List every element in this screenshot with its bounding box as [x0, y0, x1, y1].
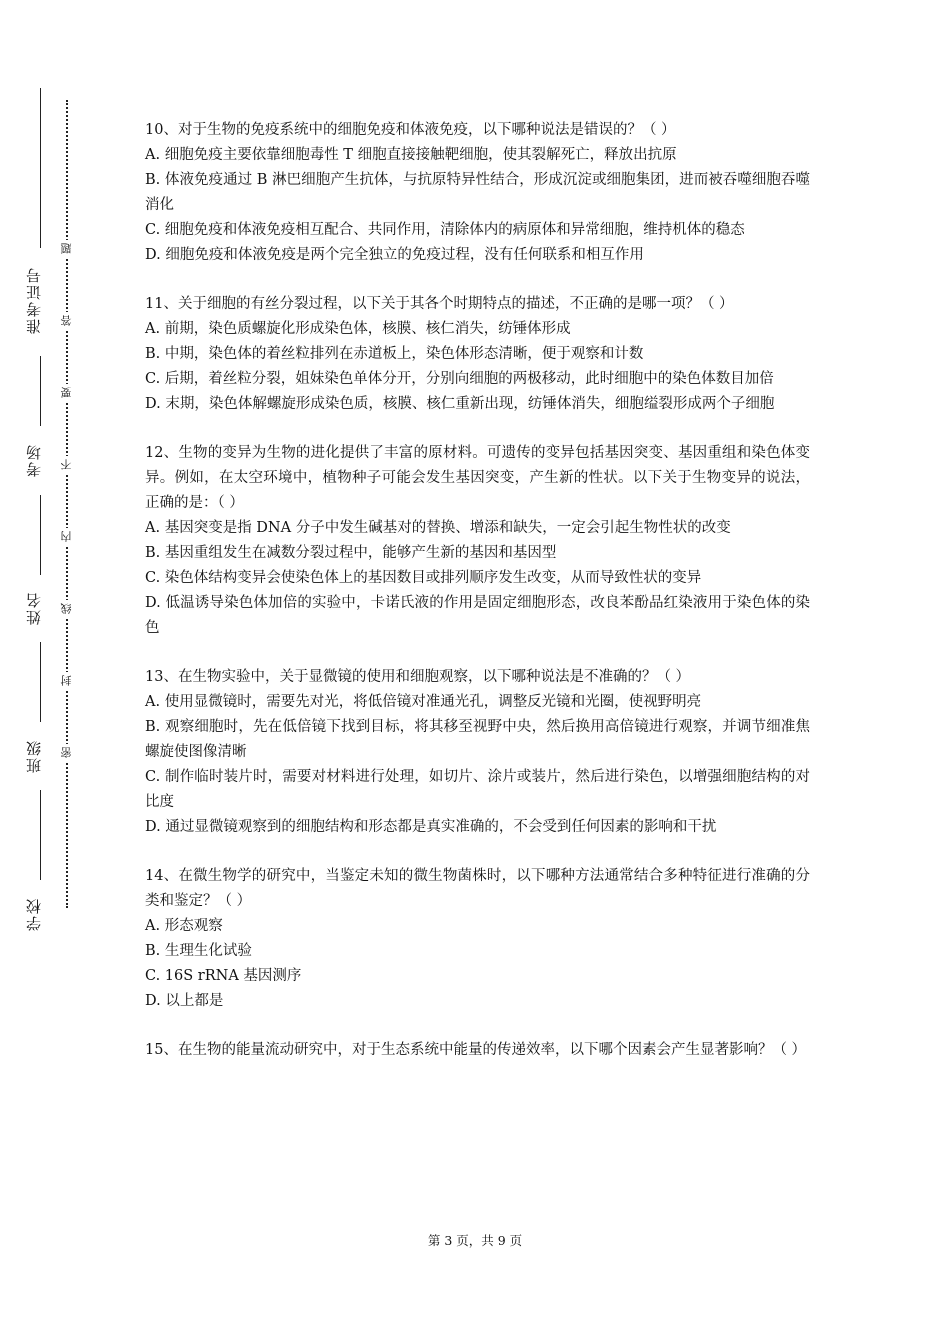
label-exam-room: 考场 [25, 443, 43, 477]
option-b: B. 基因重组发生在减数分裂过程中，能够产生新的基因和基因型 [145, 545, 557, 561]
question-15 [145, 1038, 810, 1063]
seal-char: 不 [58, 456, 74, 474]
seal-char: 线 [58, 600, 74, 618]
label-class: 班级 [25, 739, 43, 773]
option-b: B. 观察细胞时，先在低倍镜下找到目标，将其移至视野中央，然后换用高倍镜进行观察，并调节细准焦螺旋使图像清晰 [145, 719, 810, 760]
question-stem: 11、关于细胞的有丝分裂过程，以下关于其各个时期特点的描述，不正确的是哪一项？（ ） [145, 296, 734, 312]
option-a: A. 细胞免疫主要依靠细胞毒性 T 细胞直接接触靶细胞，使其裂解死亡，释放出抗原 [145, 147, 677, 163]
option-a: A. 前期，染色质螺旋化形成染色体，核膜、核仁消失，纺锤体形成 [145, 321, 571, 337]
option-d: D. 细胞免疫和体液免疫是两个完全独立的免疫过程，没有任何联系和相互作用 [145, 247, 644, 263]
option-b: B. 生理生化试验 [145, 943, 252, 959]
fill-line-exam-number [40, 88, 41, 248]
fill-line-school [40, 790, 41, 880]
fill-line-name [40, 495, 41, 575]
option-d: D. 以上都是 [145, 993, 224, 1009]
option-b: B. 体液免疫通过 B 淋巴细胞产生抗体，与抗原特异性结合，形成沉淀或细胞集团，进而被吞噬细胞吞噬消化 [145, 172, 810, 213]
option-c: C. 16S rRNA 基因测序 [145, 968, 302, 984]
question-13 [145, 665, 810, 840]
label-name: 姓名 [25, 591, 43, 625]
option-d: D. 低温诱导染色体加倍的实验中，卡诺氏液的作用是固定细胞形态，改良苯酚品红染液用于染色体的染色 [145, 595, 810, 636]
question-10 [145, 118, 810, 268]
option-c: C. 后期，着丝粒分裂，姐妹染色单体分开，分别向细胞的两极移动，此时细胞中的染色体数目加倍 [145, 371, 774, 387]
option-d: D. 通过显微镜观察到的细胞结构和形态都是真实准确的，不会受到任何因素的影响和干扰 [145, 819, 717, 835]
seal-char: 密 [58, 744, 74, 762]
option-d: D. 末期，染色体解螺旋形成染色质，核膜、核仁重新出现，纺锤体消失，细胞缢裂形成两个子细胞 [145, 396, 775, 412]
question-stem: 12、生物的变异为生物的进化提供了丰富的原材料。可遗传的变异包括基因突变、基因重组和染色体变异。例如，在太空环境中，植物种子可能会发生基因突变，产生新的性状。以下关于生物变异的说法，正确的是：（ ） [145, 445, 810, 511]
option-c: C. 染色体结构变异会使染色体上的基因数目或排列顺序发生改变，从而导致性状的变异 [145, 570, 702, 586]
seal-char: 要 [58, 384, 74, 402]
seal-char: 答 [58, 312, 74, 330]
option-c: C. 制作临时装片时，需要对材料进行处理，如切片、涂片或装片，然后进行染色，以增强细胞结构的对比度 [145, 769, 810, 810]
option-c: C. 细胞免疫和体液免疫相互配合、共同作用，清除体内的病原体和异常细胞，维持机体的稳态 [145, 222, 745, 238]
page-number: 第 3 页，共 9 页 [427, 1233, 523, 1248]
binding-margin [0, 0, 110, 1344]
seal-dotted-line [66, 100, 68, 908]
fill-line-exam-room [40, 356, 41, 426]
question-stem: 10、对于生物的免疫系统中的细胞免疫和体液免疫，以下哪种说法是错误的？（ ） [145, 122, 676, 138]
question-12 [145, 441, 810, 641]
option-a: A. 形态观察 [145, 918, 223, 934]
label-school: 学校 [25, 897, 43, 931]
question-14 [145, 864, 810, 1014]
question-stem: 13、在生物实验中，关于显微镜的使用和细胞观察，以下哪种说法是不准确的？（ ） [145, 669, 691, 685]
option-b: B. 中期，染色体的着丝粒排列在赤道板上，染色体形态清晰，便于观察和计数 [145, 346, 644, 362]
seal-char: 题 [58, 240, 74, 258]
question-list [145, 118, 810, 1087]
fill-line-class [40, 642, 41, 722]
seal-char: 封 [58, 672, 74, 690]
question-stem: 14、在微生物学的研究中，当鉴定未知的微生物菌株时，以下哪种方法通常结合多种特征进行准确的分类和鉴定？（ ） [145, 868, 810, 909]
question-stem: 15、在生物的能量流动研究中，对于生态系统中能量的传递效率，以下哪个因素会产生显著影响？（ ） [145, 1042, 807, 1058]
label-exam-number: 准考证号 [25, 266, 43, 334]
question-11 [145, 292, 810, 417]
option-a: A. 基因突变是指 DNA 分子中发生碱基对的替换、增添和缺失，一定会引起生物性状的改变 [145, 520, 731, 536]
seal-char: 内 [58, 528, 74, 546]
option-a: A. 使用显微镜时，需要先对光，将低倍镜对准通光孔，调整反光镜和光圈，使视野明亮 [145, 694, 702, 710]
